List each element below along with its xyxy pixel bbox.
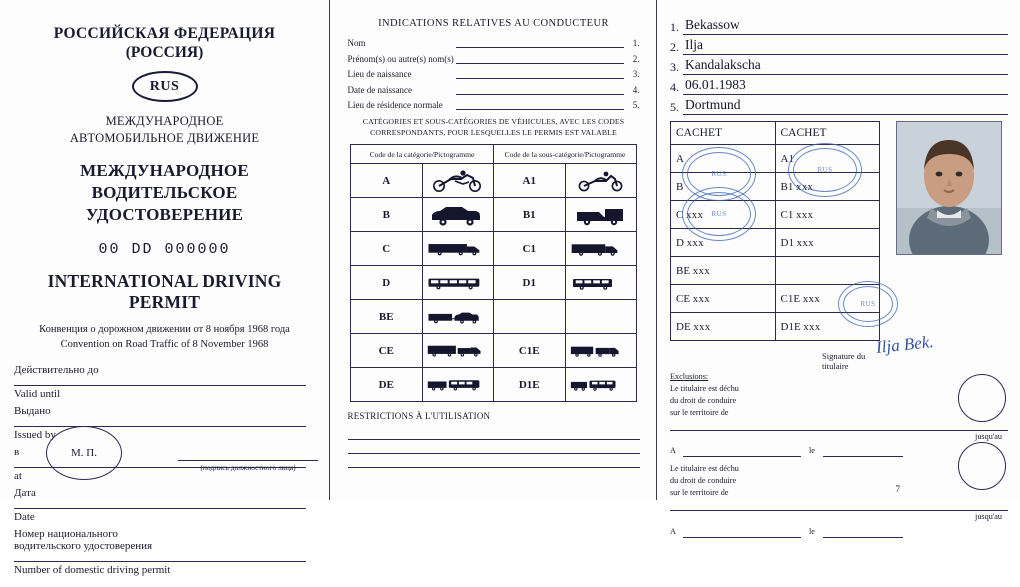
cachet-code: C1E (780, 292, 801, 305)
minibus-trailer-icon (569, 372, 634, 398)
table-row (671, 257, 880, 285)
subtitle-block (14, 113, 315, 147)
exclusion-1-jusqu-label: jusqu'au (975, 431, 1002, 441)
exclusion-2-territory-input[interactable] (670, 500, 1008, 511)
driver-info-rows (348, 38, 640, 110)
pictogram-empty (565, 300, 637, 334)
exclusion-2-jusqu-label: jusqu'au (975, 512, 1002, 522)
country-code-oval (132, 71, 198, 102)
pictogram-truck (422, 232, 494, 266)
exclusion-2-a-label: A (670, 526, 676, 536)
exclusion-2-date-row (670, 526, 1008, 538)
cachet-mark: xxx (796, 237, 814, 249)
exclusion-1-territory-input[interactable] (670, 420, 1008, 431)
driver-info-heading: INDICATIONS RELATIVES AU CONDUCTEUR (378, 18, 609, 29)
validation-stamp-a1-text: RUS (817, 166, 833, 174)
category-code: A (351, 164, 423, 198)
holder-index: 5. (670, 100, 679, 114)
holder-details (670, 17, 1008, 115)
categories-heading-line1: CATÉGORIES ET SOUS-CATÉGORIES DE VÉHICULES, AVEC LES CODES (362, 117, 625, 126)
cachet-mark: xxx (802, 293, 821, 305)
pictogram-truck-trailer (422, 334, 494, 368)
holder-row-birthdate (670, 77, 1008, 95)
pictogram-light-truck (565, 198, 637, 232)
validation-stamp-b (682, 187, 756, 241)
subtitle-line-1: МЕЖДУНАРОДНОЕ (105, 114, 224, 129)
holder-row-firstname (670, 37, 1008, 55)
pictogram-truck-small (565, 232, 637, 266)
categories-table-header (351, 145, 637, 164)
driver-info-input[interactable] (456, 85, 624, 95)
field-date-label-en: Date (14, 510, 35, 523)
exclusion-block-2 (670, 463, 1008, 537)
driver-info-input[interactable] (456, 38, 624, 48)
country-title-alt: (РОССИЯ) (125, 44, 204, 62)
motorcycle-icon (427, 169, 489, 193)
exclusions-title: Exclusions: (670, 372, 709, 381)
truck-small-trailer-icon (569, 338, 634, 364)
field-date-label-ru: Дата (14, 486, 36, 499)
cachet-mark: xxx (686, 237, 704, 249)
holder-signature-ink: Ilja Bek. (875, 332, 935, 357)
cachet-code: C (676, 208, 684, 221)
driver-info-number: 4. (632, 84, 640, 95)
permit-title-en: INTERNATIONAL DRIVING PERMIT (47, 271, 282, 313)
driver-info-input[interactable] (456, 54, 624, 64)
driver-info-row (348, 100, 640, 110)
validation-stamp-a1 (788, 143, 862, 197)
truck-trailer-icon (426, 338, 491, 364)
table-row (351, 266, 637, 300)
header-subcategory: Code de la sous-catégorie/Pictogramme (494, 145, 637, 164)
driver-info-number: 2. (632, 53, 640, 64)
permit-title-ru-line1: МЕЖДУНАРОДНОЕ (80, 161, 249, 181)
holder-value-surname[interactable]: Bekassow (683, 17, 1008, 35)
left-inner (0, 0, 329, 587)
official-signature-field (178, 459, 318, 472)
minibus-icon (569, 271, 634, 295)
driver-info-label: Prénom(s) ou autre(s) nom(s) (347, 53, 454, 64)
field-issued-by-label-en: Issued by (14, 428, 56, 441)
field-at-label-en: at (14, 469, 22, 482)
exclusion-1-stamp-circle (958, 374, 1006, 422)
driver-info-row (348, 69, 640, 79)
subtitle-line-2: АВТОМОБИЛЬНОЕ ДВИЖЕНИЕ (69, 131, 260, 146)
exclusion-1-date-input[interactable] (823, 447, 903, 457)
category-code: CE (351, 334, 423, 368)
exclusion-2-place-input[interactable] (683, 528, 801, 538)
subcategory-code: A1 (494, 164, 566, 198)
cachet-section (670, 121, 1008, 371)
driver-info-number: 1. (632, 38, 640, 48)
cachet-cell-left (671, 257, 776, 285)
subcategory-code: B1 (494, 198, 566, 232)
bus-trailer-icon (426, 372, 491, 398)
driver-info-row (348, 54, 640, 64)
holder-index: 2. (670, 40, 679, 54)
left-bottom (0, 408, 329, 486)
convention-en: Convention on Road Traffic of 8 November 1968 (60, 338, 269, 350)
exclusion-1-line3: sur le territoire de (670, 407, 729, 417)
cachet-mark: xxx (796, 209, 814, 221)
driver-info-label: Date de naissance (347, 84, 412, 95)
cachet-code: B1 (780, 180, 794, 193)
convention-ru: Конвенция о дорожном движении от 8 ноября 1968 года (39, 324, 290, 336)
exclusion-1-date-row (670, 445, 1008, 457)
cachet-code: A1 (780, 152, 794, 165)
subcategory-code: C1E (494, 334, 566, 368)
exclusion-1-line2: du droit de conduire (670, 395, 737, 405)
cachet-code: D1E (780, 320, 801, 333)
page-number: 7 (895, 484, 900, 494)
exclusion-2-line1: Le titulaire est déchu (670, 464, 739, 474)
field-domestic-permit (14, 528, 315, 578)
exclusion-2-stamp-circle (958, 442, 1006, 490)
bus-icon (426, 271, 491, 295)
field-date-rule[interactable] (14, 500, 306, 509)
categories-table (350, 144, 637, 402)
pictogram-motorcycle (422, 164, 494, 198)
cachet-code: C1 (780, 208, 794, 221)
categories-heading (348, 117, 640, 138)
official-stamp-label: М. П. (71, 447, 97, 459)
pictogram-scooter (565, 164, 637, 198)
restriction-line[interactable] (348, 426, 640, 440)
category-code: DE (351, 368, 423, 402)
field-domestic-permit-label-ru: Номер национального водительского удостоверения (14, 527, 153, 553)
cachet-mark: xxx (693, 321, 711, 333)
cachet-code: A (676, 152, 684, 165)
restriction-line[interactable] (348, 440, 640, 454)
pictogram-bus-trailer (422, 368, 494, 402)
category-code: BE (351, 300, 423, 334)
official-signature-note: (подпись должностного лица) (200, 463, 296, 472)
category-code: C (351, 232, 423, 266)
driver-info-row (348, 85, 640, 95)
holder-index: 4. (670, 80, 679, 94)
field-valid-until-label-ru: Действительно до (14, 363, 99, 376)
exclusion-1-le-label: le (809, 446, 815, 456)
holder-value-birthdate[interactable]: 06.01.1983 (683, 77, 1008, 95)
country-code-label: RUS (149, 78, 180, 94)
photo-validation-stamp (838, 281, 898, 327)
table-row (351, 300, 637, 334)
holder-photo (896, 121, 1002, 255)
table-row (351, 334, 637, 368)
cachet-cell-right (775, 229, 880, 257)
pictogram-bus (422, 266, 494, 300)
truck-small-icon (569, 237, 634, 261)
driver-info-number: 5. (632, 100, 640, 110)
category-code: B (351, 198, 423, 232)
subcategory-code (494, 300, 566, 334)
exclusion-2-line2: du droit de conduire (670, 476, 737, 486)
driver-info-label: Nom (347, 38, 366, 48)
pictogram-minibus-trailer (565, 368, 637, 402)
field-date (14, 487, 315, 524)
subcategory-code: D1 (494, 266, 566, 300)
holder-signature-caption: Signature du titulaire (822, 351, 866, 371)
subcategory-code: D1E (494, 368, 566, 402)
permit-number: 00 DD 000000 (98, 241, 231, 259)
categories-heading-line2: CORRESPONDANTS, POUR LESQUELLES LE PERMIS EST VALABLE (370, 127, 617, 137)
driver-info-input[interactable] (456, 100, 624, 110)
holder-signature-area (670, 345, 880, 371)
portrait-photo-icon (897, 122, 1001, 254)
cachet-mark: xxx (686, 209, 704, 221)
holder-row-surname (670, 17, 1008, 35)
cachet-header-left: CACHET (671, 122, 776, 145)
cachet-cell-right (775, 201, 880, 229)
scooter-icon (573, 169, 629, 193)
cachet-code: B (676, 180, 684, 193)
field-domestic-permit-label-en: Number of domestic driving permit (14, 564, 171, 577)
page-left (0, 0, 330, 577)
country-title: РОССИЙСКАЯ ФЕДЕРАЦИЯ (53, 25, 276, 42)
exclusion-2-date-input[interactable] (823, 528, 903, 538)
holder-row-residence (670, 97, 1008, 115)
cachet-code: DE (676, 320, 691, 333)
holder-index: 3. (670, 60, 679, 74)
table-row (351, 232, 637, 266)
table-row (351, 198, 637, 232)
field-at-label-ru: в (14, 445, 20, 458)
holder-signature-row[interactable] (670, 345, 880, 371)
validation-stamp-b-text: RUS (711, 210, 727, 218)
pictogram-minibus (565, 266, 637, 300)
validation-stamp-a-text: RUS (711, 170, 727, 178)
pictogram-car (422, 198, 494, 232)
field-issued-by-label-ru: Выдано (14, 404, 51, 417)
exclusion-2-le-label: le (809, 526, 815, 536)
official-stamp-placeholder (46, 426, 122, 480)
cachet-mark: xxx (692, 265, 711, 277)
cachet-cell-left (671, 313, 776, 341)
cachet-header-row (671, 122, 880, 145)
truck-icon (426, 237, 491, 261)
restriction-line[interactable] (348, 454, 640, 468)
pictogram-truck-small-trailer (565, 334, 637, 368)
header-category: Code de la catégorie/Pictogramme (351, 145, 494, 164)
holder-value-firstname[interactable]: Ilja (683, 37, 1008, 55)
cachet-mark: xxx (796, 181, 814, 193)
driver-info-label: Lieu de résidence normale (347, 100, 443, 110)
field-valid-until-rule[interactable] (14, 377, 306, 386)
cachet-code: D1 (780, 236, 794, 249)
cachet-code: CE (676, 292, 691, 305)
table-row (351, 164, 637, 198)
field-valid-until (14, 364, 315, 401)
official-signature-rule[interactable] (178, 459, 318, 461)
table-row (351, 368, 637, 402)
permit-title-ru-line2: ВОДИТЕЛЬСКОЕ УДОСТОВЕРЕНИЕ (85, 183, 244, 225)
cachet-cell-left (671, 285, 776, 313)
driver-info-label: Lieu de naissance (347, 69, 412, 79)
holder-value-birthplace[interactable]: Kandalakscha (683, 57, 1008, 75)
exclusion-1-line1: Le titulaire est déchu (670, 383, 739, 393)
driver-info-number: 3. (632, 69, 640, 79)
cachet-header-right: CACHET (775, 122, 880, 145)
exclusion-1-place-input[interactable] (683, 447, 801, 457)
permit-title-ru (14, 160, 315, 226)
category-code: D (351, 266, 423, 300)
cachet-mark: xxx (692, 293, 711, 305)
holder-value-residence[interactable]: Dortmund (683, 97, 1008, 115)
driver-info-row (348, 38, 640, 48)
cachet-code: D (676, 236, 684, 249)
convention-block (14, 323, 315, 351)
cachet-mark: xxx (803, 321, 821, 333)
light-truck-icon (569, 203, 633, 227)
restrictions-lines (348, 426, 640, 468)
cachet-code: BE (676, 264, 691, 277)
subcategory-code: C1 (494, 232, 566, 266)
holder-index: 1. (670, 20, 679, 34)
middle-inner (332, 0, 656, 476)
photo-validation-stamp-text: RUS (860, 300, 876, 308)
car-trailer-icon (426, 305, 491, 329)
field-domestic-permit-rule[interactable] (14, 553, 306, 562)
field-valid-until-label-en: Valid until (14, 387, 61, 400)
restrictions-title: RESTRICTIONS À L'UTILISATION (347, 411, 491, 422)
exclusion-2-line3: sur le territoire de (670, 488, 729, 498)
holder-row-birthplace (670, 57, 1008, 75)
driver-info-input[interactable] (456, 69, 624, 79)
page-middle (332, 0, 657, 500)
exclusion-1-a-label: A (670, 446, 676, 456)
car-icon (426, 203, 490, 227)
pictogram-car-trailer (422, 300, 494, 334)
page-right (658, 0, 1020, 536)
